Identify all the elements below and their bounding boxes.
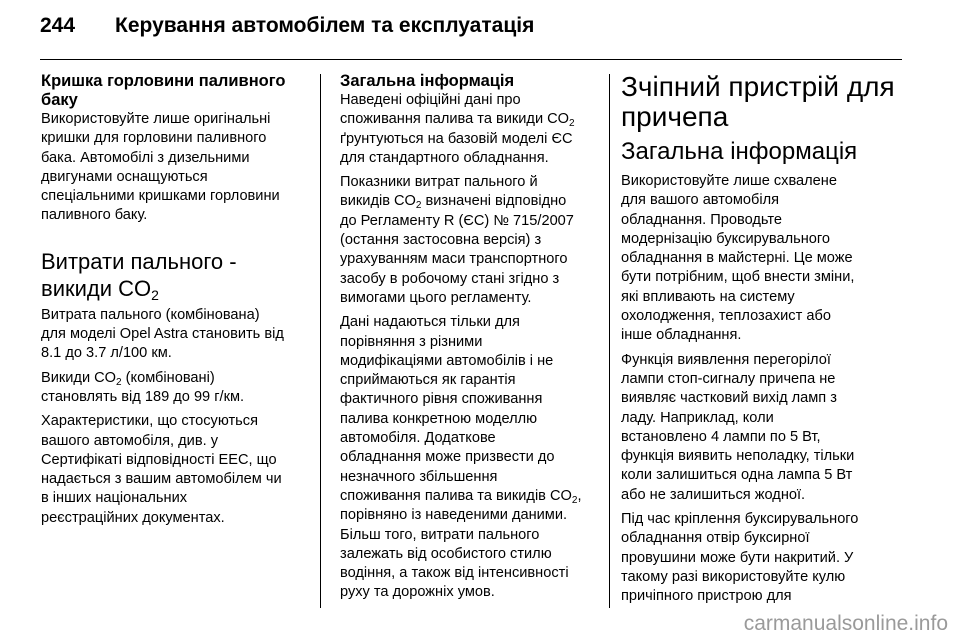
- characteristics-text: Характеристики, що стосуються вашого автомобіля, див. у Сертифікаті відповідності ЕЕС, що надається з вашим автомобілем чи в інших національних реєстраційних документах.: [41, 413, 282, 526]
- fuel-cap-heading: Кришка горловини паливного баку: [41, 72, 286, 109]
- watermark-text: carmanualsonline.info: [743, 612, 948, 635]
- column-2: [340, 72, 602, 608]
- official-data-text: Наведені офіційні дані про споживання палива та викиди $CO_2$ ґрунтуються на базовій моделі ЄС для стандартного обладнання.: [340, 92, 575, 166]
- towing-approved-equipment-text: Використовуйте лише схвалене для вашого автомобіля обладнання. Проводьте модернізацію буксирувального обладнання в майстерні. Це може бути потрібним, щоб внести зміни, які впливають на систему охолодження, теплозахист або інше обладнання.: [621, 173, 855, 344]
- column-3: [621, 72, 903, 612]
- column-divider-1: [320, 74, 321, 608]
- towing-device-heading: Зчіпний пристрій для причепа: [621, 71, 895, 132]
- fuel-consumption-heading-line2: викиди $CO_2$: [41, 275, 159, 303]
- towing-mount-text: Під час кріплення буксирувального обладнання отвір буксирної провушини може бути накритий. У такому разі використовуйте кулю причіпного пристрою для: [621, 511, 859, 605]
- general-info-heading: Загальна інформація: [340, 72, 515, 90]
- regulation-text: Показники витрат пального й викидів $CO_2$ визначені відповідно до Регламенту R (ЄС) № 715/2007 (остання застосовна версія) з урахуванням маси транспортного засобу в робочому стані згідно з вимогами цього регламенту.: [340, 174, 574, 306]
- page-number: 244: [40, 14, 76, 37]
- header-rule: [40, 59, 902, 60]
- fuel-consumption-text: Витрата пального (комбінована) для моделі Opel Astra становить від 8.1 до 3.7 л/100 км.: [41, 306, 284, 362]
- fuel-consumption-heading-line1: Витрати пального -: [41, 248, 237, 274]
- fuel-cap-text: Використовуйте лише оригінальні кришки для горловини паливного бака. Автомобілі з дизельними двигунами оснащуються спеціальними кришками горловини паливного баку.: [41, 111, 280, 224]
- comparison-text: Дані надаються тільки для порівняння з різними модифікаціями автомобілів і не сприймаються як гарантія фактичного рівня споживання палива конкретною моделлю автомобіля. Додаткове обладнання може призвести до незначного збільшення споживання палива та викидів $CO_2$, порівняно із наведеними даними. Більш того, витрати пального залежать від особистого стилю водіння, а також від інтенсивності руху та дорожніх умов.: [340, 314, 582, 601]
- column-divider-2: [609, 74, 610, 608]
- column-1: [41, 72, 303, 533]
- towing-general-info-heading: Загальна інформація: [621, 138, 858, 165]
- lamp-failure-text: Функція виявлення перегорілої лампи стоп-сигналу причепа не виявляє частковий вихід ламп з ладу. Наприклад, коли встановлено 4 лампи по 5 Вт, функція виявить неполадку, тільки коли залишиться одна лампа 5 Вт або не залишиться жодної.: [621, 351, 855, 503]
- chapter-title: Керування автомобілем та експлуатація: [115, 14, 535, 37]
- page-header: [40, 6, 534, 46]
- co2-emissions-text: Викиди $CO_2$ (комбіновані) становлять від 189 до 99 г/км.: [41, 369, 245, 405]
